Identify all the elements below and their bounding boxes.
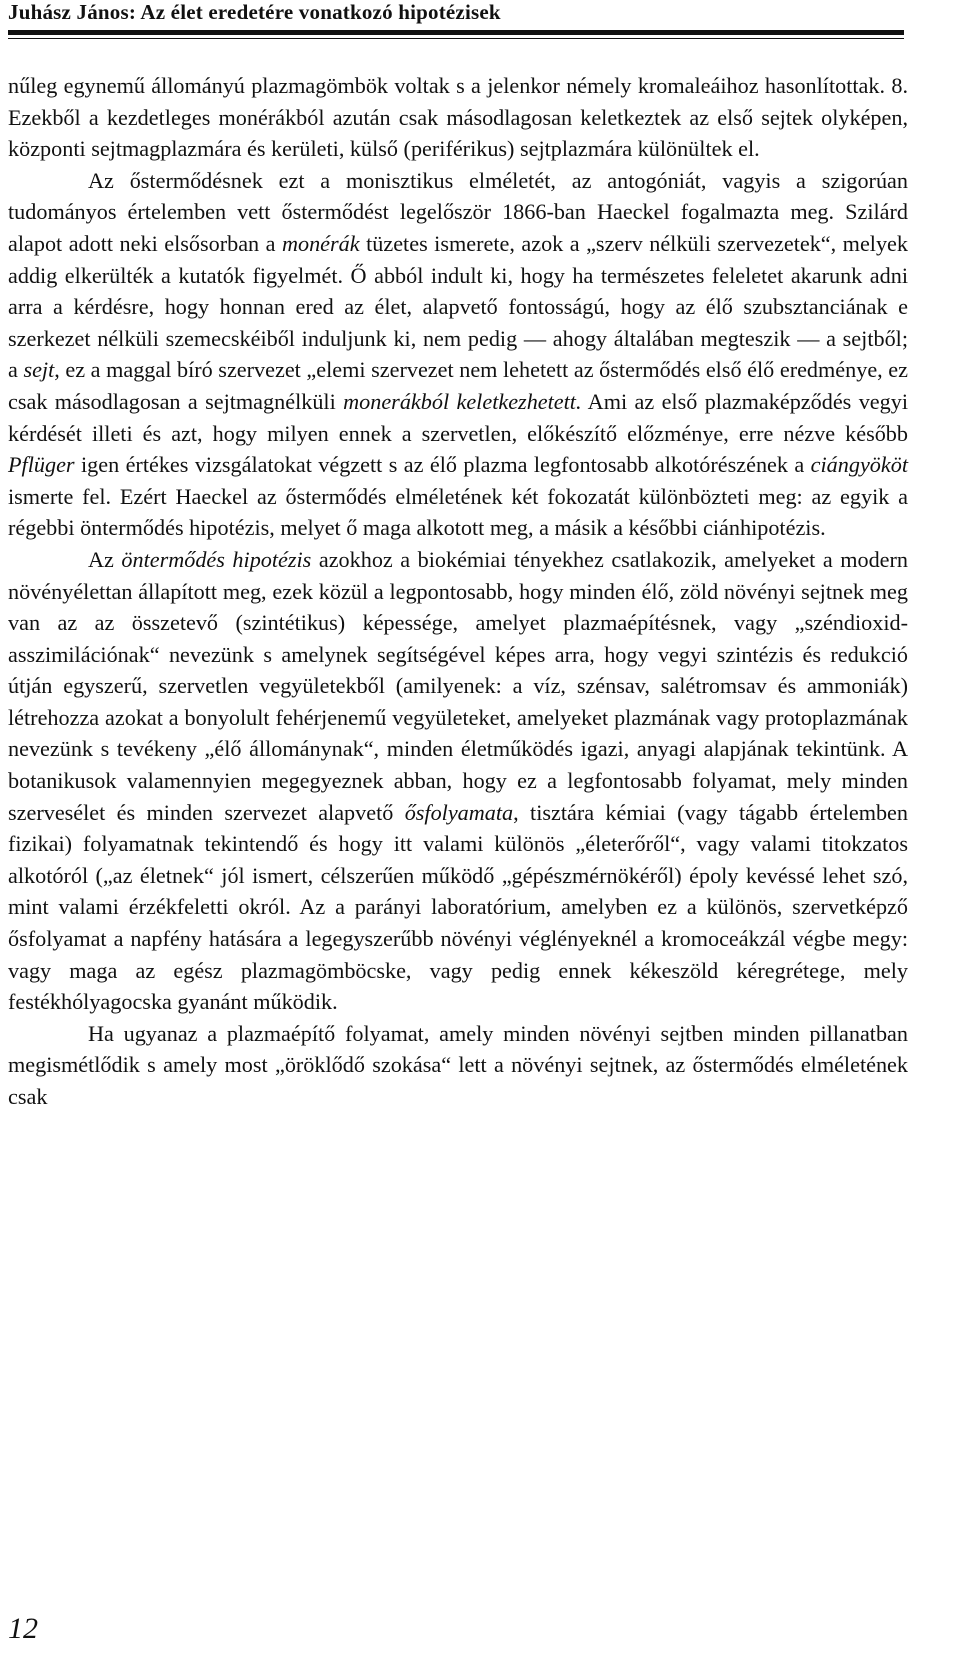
text-run: Ha ugyanaz a plazmaépítő folyamat, amely minden növényi sejtben minden pillanatban megismétlődik s amely most „öröklődő szokása“ lett a növényi sejtnek, az őstermődés elméletének csak: [8, 1020, 908, 1109]
italic-run: öntermődés hipotézis: [121, 546, 312, 572]
paragraph-1: [8, 70, 908, 165]
book-page: [8, 0, 908, 1655]
text-run: Az: [88, 546, 122, 572]
italic-run: ciángyököt: [810, 452, 908, 478]
text-run: Ami az első plazmaképződés vegyi kérdését illeti és azt, hogy milyen ennek a szervetlen, előkészítő előzménye, erre nézve később: [8, 388, 908, 446]
text-run: igen értékes vizsgálatokat végzett s az élő plazma legfontosabb alkotórészének a: [74, 452, 811, 478]
paragraph-4: [8, 1018, 908, 1113]
running-head: Juhász János: Az élet eredetére vonatkozó hipotézisek: [8, 0, 501, 24]
text-run: azokhoz a biokémiai tényekhez csatlakozik, amelyeket a modern növényélettan állapított meg, ezek közül a legpontosabb, hogy minden élő, zöld növényi sejtnek meg van az az összetevő (szintétikus) képessége, amelyet plazmaépítésnek, vagy „széndioxid-asszimilációnak“ nevezünk s amelynek segítségével képes arra, hogy vegyi szintézis és redukció útján egyszerű, szervetlen vegyületekből (amilyenek: a víz, szénsav, salétromsav és ammoniák) létrehozza azokat a bonyolult fehérjenemű vegyületeket, amelyeket plazmának vagy protoplazmának nevezünk s tevékeny „élő állománynak“, minden életműködés igazi, anyagi alapjának tekintünk. A botanikusok valamennyien megegyeznek abban, hogy ez a legfontosabb folyamat, mely minden szervesélet és minden szervezet alapvető: [8, 546, 908, 825]
header-rule-thick: [8, 30, 904, 35]
italic-run: ősfolyamata: [404, 799, 514, 825]
paragraph-3: [8, 544, 908, 1018]
italic-run: sejt: [23, 357, 55, 383]
text-run: , tisztára kémiai (vagy tágabb értelemben fizikai) folyamatnak tekintendő és hogy itt valami különös „életerőről“, vagy valami titokzatos alkotóról („az életnek“ jól ismert, célszerűen működő „gépészmérnökéről) époly kevéssé lehet szó, mint valami érzékfeletti okról. Az a parányi laboratórium, amelyben ez a különös, szervetképző ősfolyamat a napfény hatására a legegyszerűbb növényi véglényeknél a kromoceákzál végbe megy: vagy maga az egész plazmagömböcske, vagy pedig ennek kékeszöld kéregrétege, mely festékhólyagocska gyanánt működik.: [8, 799, 909, 1015]
text-run: Az őstermődésnek ezt a monisztikus elméletét, az antogóniát, vagyis a szigorúan tudományos értelemben vett őstermődést legelőször 1866-ban Haeckel fogalmazta meg. Szilárd alapot adott neki elsősorban a: [8, 167, 908, 256]
paragraph-2: [8, 165, 908, 544]
text-run: tüzetes ismerete, azok a „szerv nélküli szervezetek“, melyek addig elkerülték a kutatók figyelmét. Ő abból indult ki, hogy ha természetes feleletet akarunk adni arra a kérdésre, hogy honnan ered az élet, alapvető fontosságú, hogy az élő szubsztanciának e szerkezet nélküli szemecskéiből induljunk ki, nem pedig — ahogy általában megteszik — a sejtből; a: [8, 230, 908, 383]
italic-run: Pflüger: [8, 452, 75, 478]
page-number: 12: [8, 1612, 38, 1645]
header-rule-thin: [8, 38, 904, 39]
text-run: , ez a maggal bíró szervezet „elemi szervezet nem lehetett az őstermődés első élő eredménye, ez csak másodlagosan a sejtmagnélküli: [8, 357, 908, 414]
body-text: [8, 70, 908, 1113]
text-run: ismerte fel. Ezért Haeckel az őstermődés elméletének két fokozatát különbözteti meg: az egyik a régebbi öntermődés hipotézis, melyet ő maga alkotott meg, a másik a későbbi ciánhipotézis.: [8, 483, 908, 541]
italic-run: monérák: [281, 230, 360, 256]
text-run: nűleg egynemű állományú plazmagömbök voltak s a jelenkor némely kromaleáihoz hasonlítottak. 8. Ezekből a kezdetleges monérákból azután csak másodlagosan keletkeztek az első sejtek olyképen, központi sejtmagplazmára és kerületi, külső (periférikus) sejtplazmára különültek el.: [8, 73, 908, 162]
italic-run: monerákból keletkezhetett.: [343, 388, 582, 414]
